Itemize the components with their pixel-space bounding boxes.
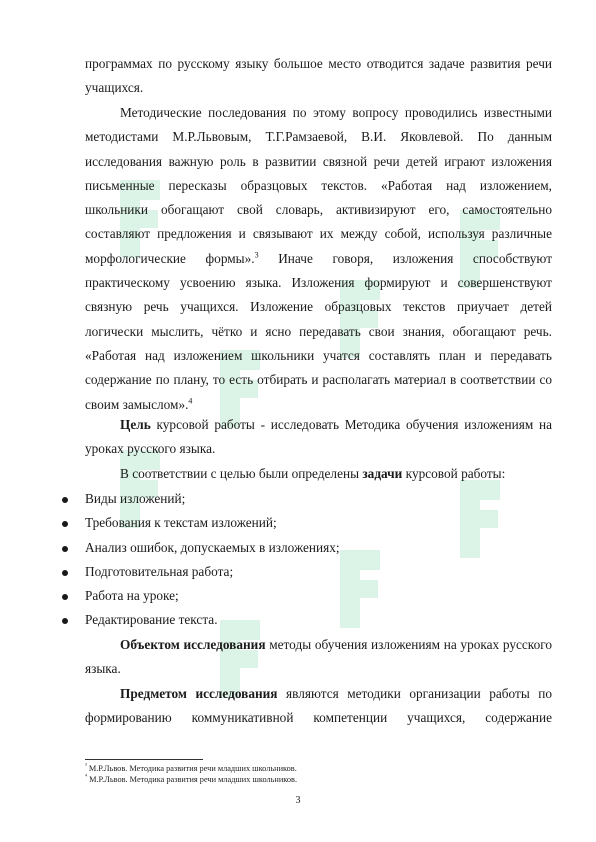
- list-item-text: Подготовительная работа;: [85, 563, 234, 579]
- list-item: [62, 584, 552, 608]
- bullet-icon: [62, 570, 68, 576]
- list-item: [62, 608, 552, 632]
- paragraph-text: Иначе говоря, изложения способствуют практическому усвоению языка. Изложения формируют и совершенствуют связную речь учащихся. Изложение образцовых текстов приучает детей логически мыслить, чётко и ясно передавать свои знания, обогащают речь. «Работая над изложением школьники учатся составлять план и передавать содержание по плану, то есть отбирать и располагать материал в соответствии со своим замыслом».: [85, 250, 553, 412]
- bullet-icon: [62, 594, 68, 600]
- footnote-ref: 3: [254, 250, 259, 260]
- paragraph-intro-end: [85, 52, 552, 101]
- bullet-icon: [62, 521, 68, 527]
- list-item-text: Работа на уроке;: [85, 588, 179, 604]
- list-item: [62, 536, 552, 560]
- list-item-text: Редактирование текста.: [85, 612, 218, 628]
- tasks-list: [62, 487, 552, 633]
- footnote-mark: ⁴: [85, 774, 88, 781]
- paragraph-research: [85, 101, 552, 417]
- list-item: [62, 560, 552, 584]
- paragraph-text: являются методики организации работы по формированию коммуникативной компетенции учащихся, содержание: [85, 686, 553, 726]
- footnote-ref: 4: [188, 396, 193, 406]
- bullet-icon: [62, 497, 68, 503]
- paragraph-subject: [85, 682, 552, 731]
- footnote: [85, 774, 297, 785]
- paragraph-text: программах по русскому языку большое место отводится задаче развития речи учащихся.: [85, 56, 552, 96]
- bullet-icon: [62, 546, 68, 552]
- object-heading: Объектом исследования: [120, 637, 266, 652]
- footnote-text: М.Р.Львов. Методика развития речи младших школьников.: [89, 775, 298, 784]
- goal-heading: Цель: [120, 417, 151, 432]
- subject-heading: Предметом исследования: [120, 686, 278, 701]
- paragraph-text: курсовой работы:: [402, 466, 506, 481]
- list-item-text: Требования к текстам изложений;: [85, 515, 277, 531]
- paragraph-tasks-intro: [85, 462, 552, 486]
- paragraph-text: курсовой работы - исследовать Методика обучения изложениям на уроках русского языка.: [85, 417, 552, 457]
- bullet-icon: [62, 618, 68, 624]
- footnote: [85, 763, 297, 774]
- footnote-mark: ³: [85, 763, 87, 770]
- list-item-text: Анализ ошибок, допускаемых в изложениях;: [85, 539, 340, 555]
- paragraph-object: [85, 633, 552, 682]
- paragraph-text: Методические последования по этому вопросу проводились известными методистами М.Р.Львовым, Т.Г.Рамзаевой, В.И. Яковлевой. По данным исследования важную роль в развитии связной речи детей играют изложения письменные пересказы образцовых текстов. «Работая над изложением, школьники обогащают свой словарь, активизируют его, самостоятельно составляют предложения и связывают их между собой, используя различные морфологические формы».: [85, 105, 552, 266]
- footnote-separator: [85, 759, 203, 760]
- list-item-text: Виды изложений;: [85, 491, 186, 506]
- list-item: [62, 511, 552, 535]
- paragraph-text: методы обучения изложениям на уроках русского языка.: [85, 637, 552, 677]
- page-number: 3: [295, 795, 301, 806]
- list-item: [62, 487, 552, 511]
- paragraph-goal: [85, 413, 552, 462]
- footnote-text: М.Р.Львов. Методика развития речи младших школьников.: [88, 764, 297, 773]
- tasks-heading: задачи: [362, 466, 403, 481]
- paragraph-text: В соответствии с целью были определены: [120, 466, 363, 481]
